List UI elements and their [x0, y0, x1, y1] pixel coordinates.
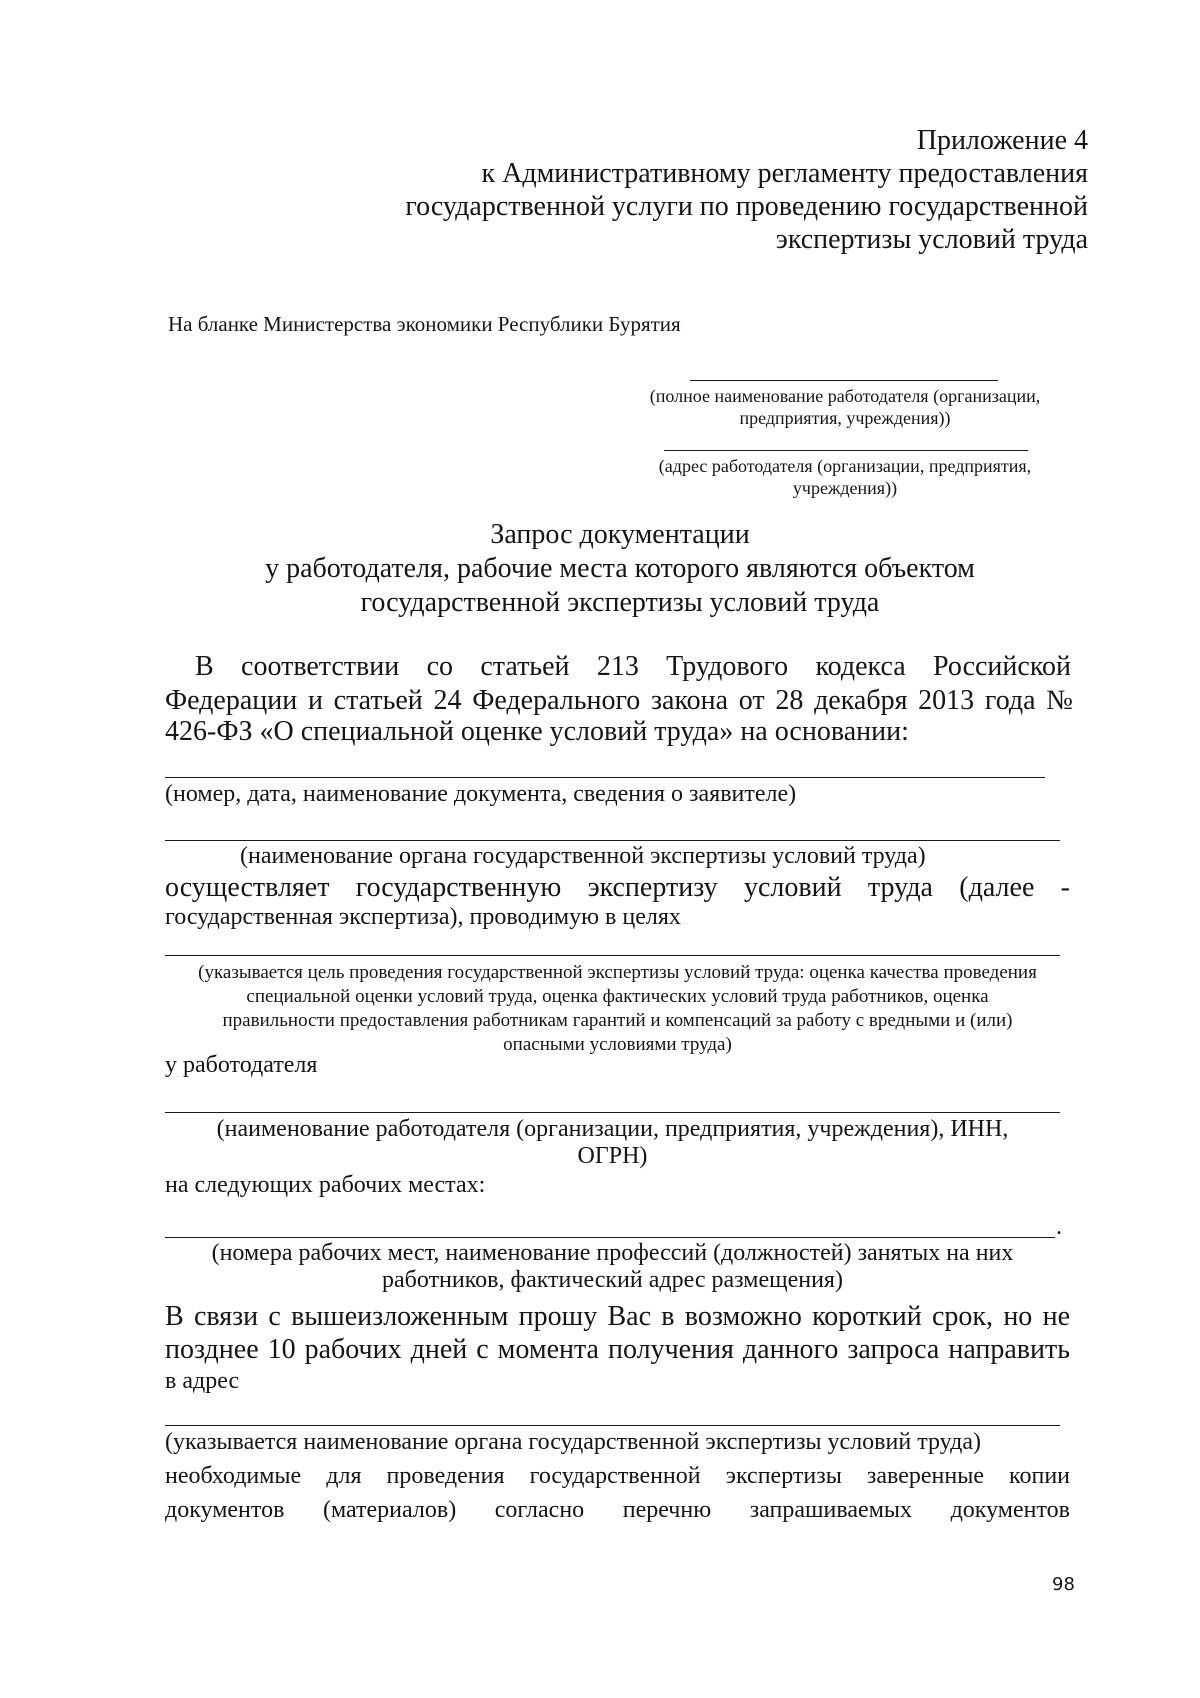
document-caption: (номер, дата, наименование документа, сведения о заявителе) [165, 781, 797, 807]
intro-line-3: 426-ФЗ «О специальной оценке условий труда» на основании: [165, 716, 909, 747]
at-employer-label: у работодателя [165, 1052, 318, 1078]
request-line-1: В связи с вышеизложенным прошу Вас в возможно короткий срок, но не [165, 1301, 1070, 1332]
caption-line: (адрес работодателя (организации, предприятия, [658, 456, 1032, 476]
closing-line-2: документов (материалов) согласно перечню запрашиваемых документов [165, 1497, 1070, 1523]
closing-line-1: необходимые для проведения государственной экспертизы заверенные копии [165, 1463, 1070, 1489]
address-line [165, 1425, 1060, 1426]
appendix-header [405, 124, 1088, 256]
employer-name-caption [620, 385, 1070, 429]
employer-name-line [690, 380, 998, 381]
caption-line: правильности предоставления работникам гарантий и компенсаций за работу с вредными и (или) [222, 1010, 1013, 1031]
page-number: 98 [1052, 1574, 1075, 1595]
letterhead-note: На бланке Министерства экономики Республики Бурятия [168, 312, 681, 336]
purpose-caption [165, 961, 1070, 1057]
caption-line: ОГРН) [577, 1143, 648, 1169]
caption-line: (указывается цель проведения государственной экспертизы условий труда: оценка качества проведения [198, 962, 1037, 983]
workplaces-dot: . [1056, 1214, 1062, 1240]
workplaces-caption [165, 1240, 1060, 1294]
caption-line: (наименование работодателя (организации, предприятия, учреждения), ИНН, [216, 1116, 1009, 1142]
title-line: государственной экспертизы условий труда [360, 587, 880, 618]
caption-line: работников, фактический адрес размещения) [382, 1267, 843, 1293]
document-title [150, 518, 1090, 620]
appendix-line: Приложение 4 [916, 125, 1088, 156]
employer-caption [165, 1116, 1060, 1170]
employer-address-line [664, 450, 1028, 451]
authority-caption: (наименование органа государственной экспертизы условий труда) [240, 843, 926, 869]
caption-line: предприятия, учреждения)) [739, 408, 951, 428]
employer-address-caption [620, 455, 1070, 499]
intro-line-1: В соответствии со статьей 213 Трудового кодекса Российской [195, 651, 1071, 682]
caption-line: опасными условиями труда) [503, 1034, 732, 1055]
document-line [165, 777, 1045, 778]
employer-line [165, 1112, 1060, 1113]
purpose-line [165, 955, 1060, 956]
intro-line-2: Федерации и статьей 24 Федерального закона от 28 декабря 2013 года № [165, 685, 1073, 716]
caption-line: (номера рабочих мест, наименование профессий (должностей) занятых на них [211, 1240, 1014, 1266]
caption-line: учреждения)) [792, 478, 898, 498]
appendix-line: государственной услуги по проведению государственной [405, 191, 1088, 222]
appendix-line: экспертизы условий труда [775, 224, 1088, 255]
workplaces-line [165, 1237, 1055, 1238]
title-line: у работодателя, рабочие места которого являются объектом [265, 553, 975, 584]
expertise-line-2: государственная экспертиза), проводимую в целях [165, 904, 681, 930]
caption-line: (полное наименование работодателя (организации, [649, 386, 1041, 406]
authority-line [165, 840, 1060, 841]
request-line-2: позднее 10 рабочих дней с момента получения данного запроса направить [165, 1334, 1070, 1365]
request-line-3: в адрес [165, 1368, 240, 1394]
title-line: Запрос документации [490, 519, 750, 550]
caption-line: специальной оценки условий труда, оценка фактических условий труда работников, оценка [246, 986, 989, 1007]
appendix-line: к Административному регламенту предоставления [481, 158, 1088, 189]
workplaces-label: на следующих рабочих местах: [165, 1172, 486, 1198]
expertise-line-1: осуществляет государственную экспертизу условий труда (далее - [165, 872, 1070, 903]
address-caption: (указывается наименование органа государственной экспертизы условий труда) [165, 1429, 981, 1455]
